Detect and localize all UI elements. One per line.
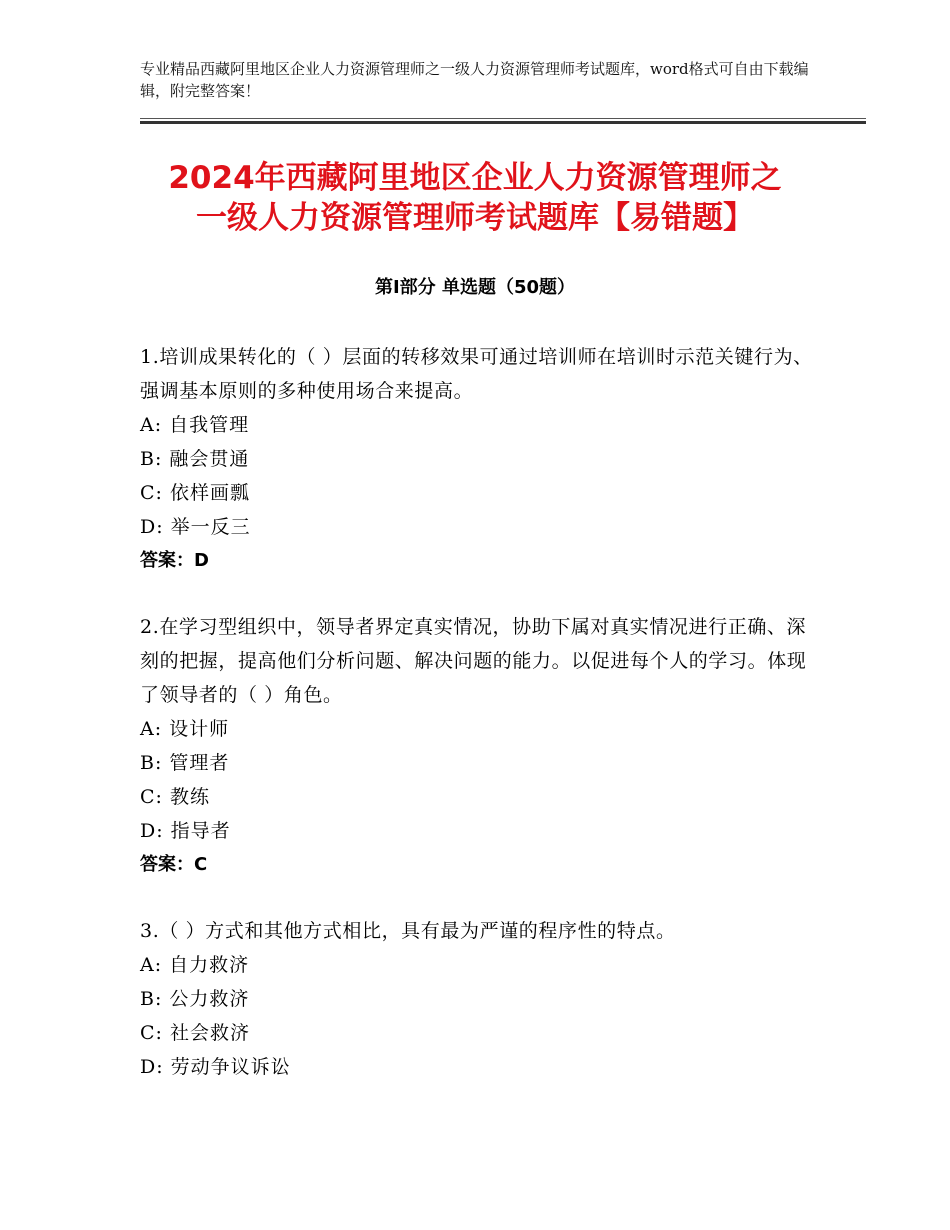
section-heading: 第Ⅰ部分 单选题（50题） — [374, 277, 575, 298]
answer-line: 答案：C — [140, 854, 208, 875]
option-c: C: 依样画瓢 — [140, 482, 250, 504]
document-title — [120, 158, 830, 238]
question-2 — [140, 610, 820, 882]
option-b: B: 管理者 — [140, 752, 230, 774]
question-stem: 3.（ ）方式和其他方式相比，具有最为严谨的程序性的特点。 — [140, 920, 676, 942]
header-rule-thick — [140, 121, 866, 124]
option-c: C: 社会救济 — [140, 1022, 250, 1044]
option-d: D: 劳动争议诉讼 — [140, 1056, 291, 1078]
option-a: A: 自我管理 — [140, 414, 250, 436]
header-rule-thin — [140, 118, 866, 119]
option-a: A: 设计师 — [140, 718, 230, 740]
header-note: 专业精品西藏阿里地区企业人力资源管理师之一级人力资源管理师考试题库，word格式可自由下载编辑，附完整答案！ — [140, 60, 809, 100]
title-line-2: 一级人力资源管理师考试题库【易错题】 — [196, 200, 754, 236]
option-d: D: 指导者 — [140, 820, 231, 842]
option-d: D: 举一反三 — [140, 516, 251, 538]
question-3 — [140, 914, 820, 1084]
answer-line: 答案：D — [140, 550, 209, 571]
option-a: A: 自力救济 — [140, 954, 250, 976]
option-b: B: 公力救济 — [140, 988, 250, 1010]
title-line-1: 2024年西藏阿里地区企业人力资源管理师之 — [168, 160, 782, 196]
option-b: B: 融会贯通 — [140, 448, 250, 470]
question-1 — [140, 340, 820, 578]
question-list — [140, 340, 820, 1116]
question-stem: 1.培训成果转化的（ ）层面的转移效果可通过培训师在培训时示范关键行为、强调基本原则的多种使用场合来提高。 — [140, 346, 813, 402]
option-c: C: 教练 — [140, 786, 210, 808]
question-stem: 2.在学习型组织中，领导者界定真实情况，协助下属对真实情况进行正确、深刻的把握，提高他们分析问题、解决问题的能力。以促进每个人的学习。体现了领导者的（ ）角色。 — [140, 616, 807, 706]
